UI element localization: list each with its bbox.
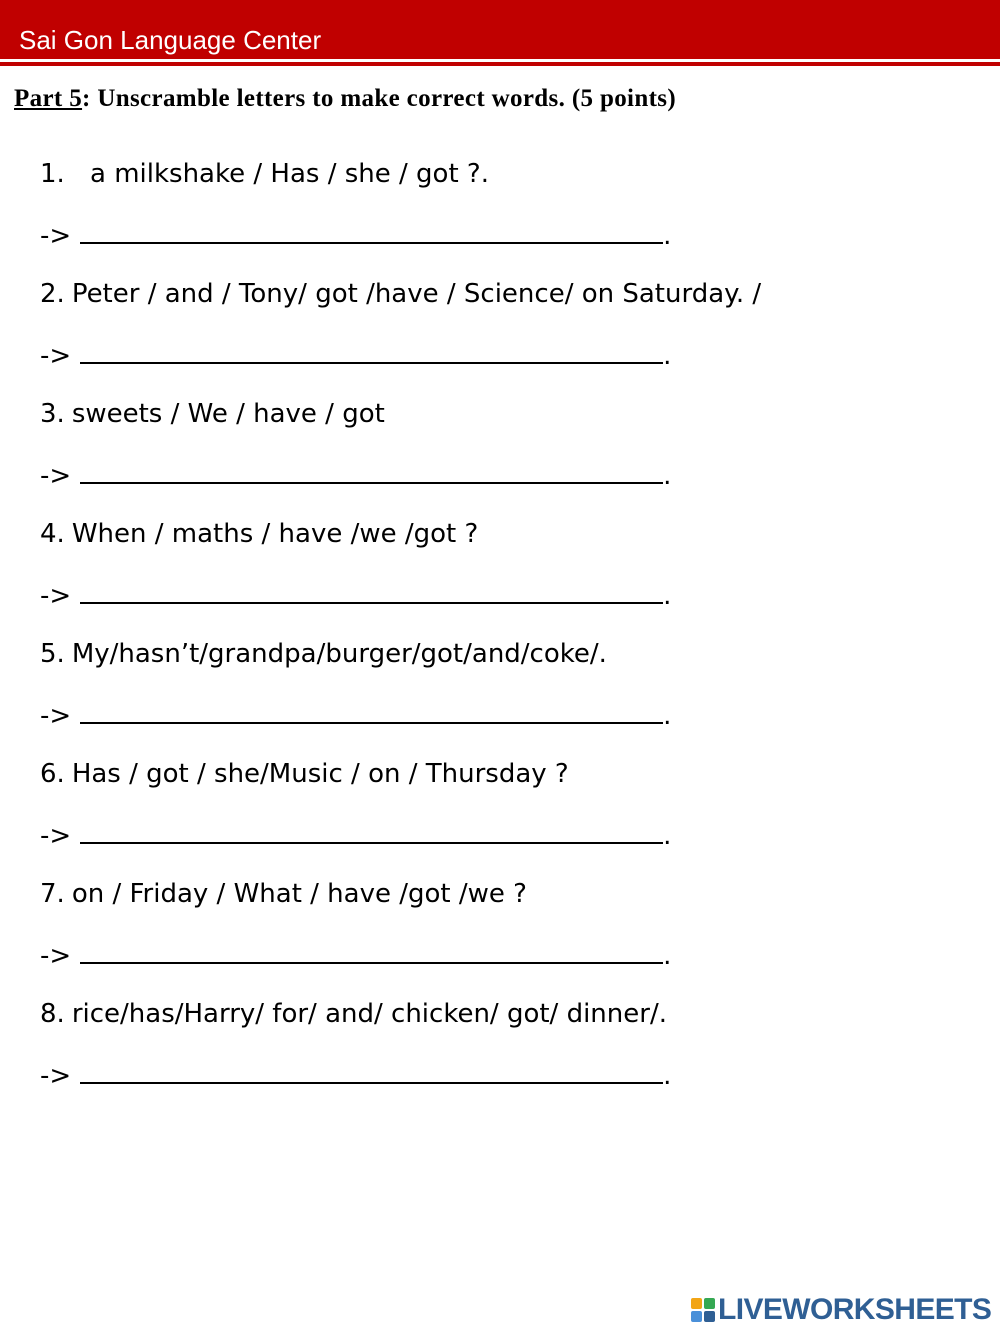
answer-arrow: -> [40, 701, 72, 731]
answer-blank[interactable] [80, 572, 663, 604]
question-number: 3. [40, 399, 65, 429]
logo-square-icon [704, 1298, 715, 1309]
answer-line [40, 212, 980, 272]
answer-period: . [663, 701, 672, 731]
logo-square-icon [704, 1311, 715, 1322]
question-prompt [40, 992, 980, 1052]
answer-line [40, 572, 980, 632]
question-number: 8. [40, 999, 65, 1029]
question-text: on / Friday / What / have /got /we ? [71, 879, 527, 909]
question-item [40, 272, 980, 392]
question-item [40, 392, 980, 512]
question-prompt [40, 632, 980, 692]
answer-line [40, 452, 980, 512]
answer-arrow: -> [40, 941, 72, 971]
liveworksheets-logo [691, 1293, 991, 1327]
answer-period: . [663, 821, 672, 851]
answer-period: . [663, 1061, 672, 1091]
part-label: Part 5 [14, 85, 83, 112]
question-prompt [40, 512, 980, 572]
question-item [40, 632, 980, 752]
answer-arrow: -> [40, 581, 72, 611]
question-prompt [40, 152, 980, 212]
question-text: Peter / and / Tony/ got /have / Science/ on Saturday. / [71, 279, 762, 309]
question-text: sweets / We / have / got [71, 399, 385, 429]
answer-arrow: -> [40, 821, 72, 851]
answer-line [40, 812, 980, 872]
answer-period: . [663, 461, 672, 491]
answer-period: . [663, 581, 672, 611]
question-number: 2. [40, 279, 65, 309]
question-number: 4. [40, 519, 65, 549]
answer-arrow: -> [40, 341, 72, 371]
question-number: 7. [40, 879, 65, 909]
question-number: 1. [40, 159, 65, 189]
answer-arrow: -> [40, 461, 72, 491]
question-text: When / maths / have /we /got ? [71, 519, 479, 549]
question-item [40, 152, 980, 272]
answer-period: . [663, 341, 672, 371]
logo-square-icon [691, 1298, 702, 1309]
answer-line [40, 692, 980, 752]
answer-line [40, 1052, 980, 1112]
header-title: Sai Gon Language Center [19, 25, 322, 55]
question-text: rice/has/Harry/ for/ and/ chicken/ got/ dinner/. [71, 999, 667, 1029]
question-prompt [40, 752, 980, 812]
question-text: Has / got / she/Music / on / Thursday ? [71, 759, 569, 789]
part-instruction: : Unscramble letters to make correct words. (5 points) [82, 85, 677, 112]
question-item [40, 512, 980, 632]
answer-period: . [663, 941, 672, 971]
answer-blank[interactable] [80, 932, 663, 964]
part-heading [14, 84, 676, 114]
question-prompt [40, 872, 980, 932]
question-item [40, 752, 980, 872]
question-item [40, 992, 980, 1112]
answer-blank[interactable] [80, 332, 663, 364]
answer-line [40, 332, 980, 392]
question-prompt [40, 272, 980, 332]
answer-blank[interactable] [80, 212, 663, 244]
question-item [40, 872, 980, 992]
logo-text: LIVEWORKSHEETS [718, 1293, 992, 1326]
question-number: 5. [40, 639, 65, 669]
answer-line [40, 932, 980, 992]
question-text: My/hasn’t/grandpa/burger/got/and/coke/. [71, 639, 607, 669]
answer-blank[interactable] [80, 1052, 663, 1084]
logo-square-icon [691, 1311, 702, 1322]
answer-blank[interactable] [80, 812, 663, 844]
answer-blank[interactable] [80, 452, 663, 484]
answer-arrow: -> [40, 221, 72, 251]
question-prompt [40, 392, 980, 452]
answer-period: . [663, 221, 672, 251]
question-text: a milkshake / Has / she / got ?. [90, 159, 489, 189]
logo-mark-icon [691, 1298, 715, 1322]
answer-arrow: -> [40, 1061, 72, 1091]
header-rule [0, 62, 1000, 66]
question-list [40, 152, 980, 1112]
answer-blank[interactable] [80, 692, 663, 724]
question-number: 6. [40, 759, 65, 789]
